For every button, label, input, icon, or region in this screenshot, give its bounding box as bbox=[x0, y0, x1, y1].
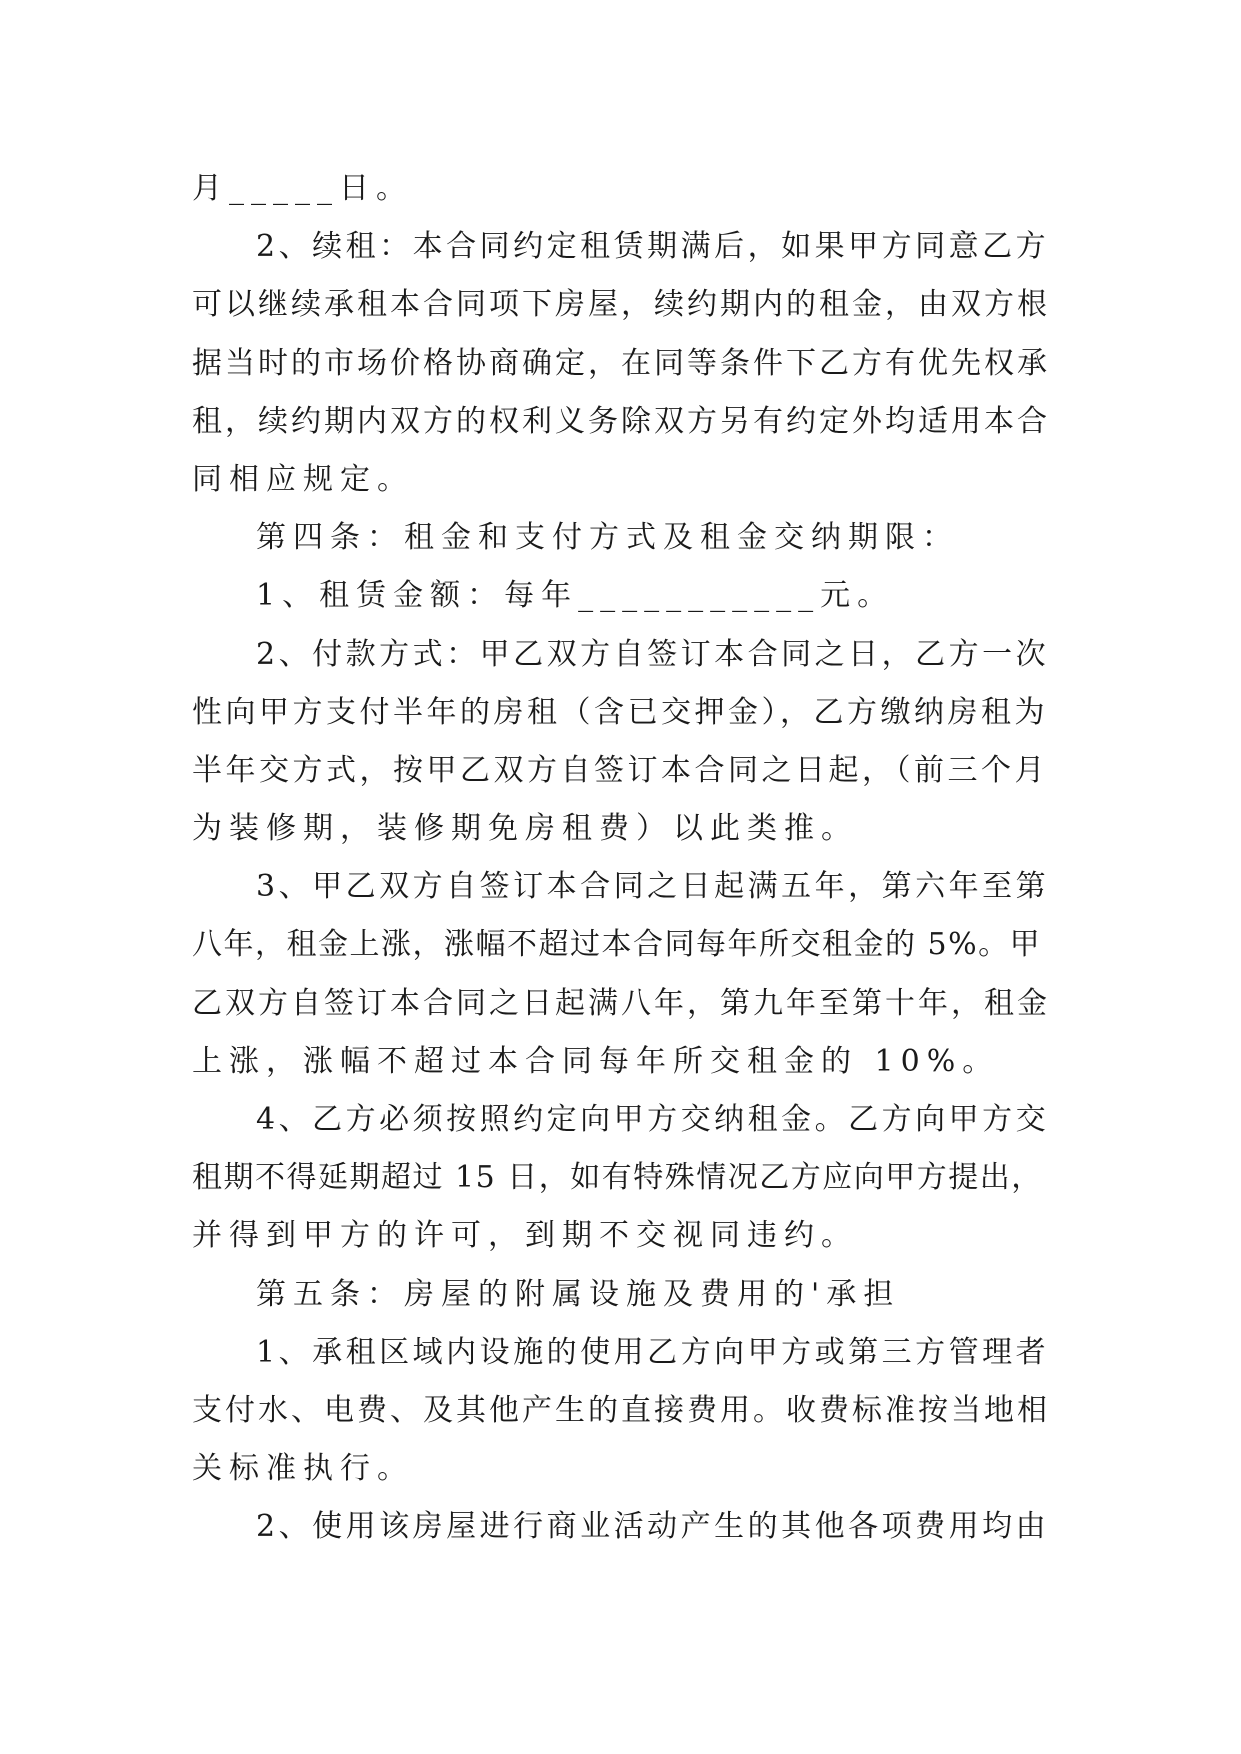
text-line: 半年交方式，按甲乙双方自签订本合同之日起，（前三个月 bbox=[192, 752, 1048, 788]
text-line: 八年，租金上涨，涨幅不超过本合同每年所交租金的 5%。甲 bbox=[192, 927, 1042, 963]
text-line: 为装修期，装修期免房租费）以此类推。 bbox=[192, 811, 858, 847]
section-heading: 第四条：租金和支付方式及租金交纳期限： bbox=[256, 520, 959, 556]
text-line: 1、租赁金额：每年___________元。 bbox=[256, 578, 895, 614]
text-line: 关标准执行。 bbox=[192, 1451, 414, 1487]
text-line: 2、使用该房屋进行商业活动产生的其他各项费用均由 bbox=[256, 1509, 1050, 1545]
text-line: 租，续约期内双方的权利义务除双方另有约定外均适用本合 bbox=[192, 403, 1050, 439]
text-line: 租期不得延期超过 15 日，如有特殊情况乙方应向甲方提出， bbox=[192, 1160, 1043, 1196]
text-line: 2、付款方式：甲乙双方自签订本合同之日，乙方一次 bbox=[256, 636, 1050, 672]
text-line: 3、甲乙双方自签订本合同之日起满五年，第六年至第 bbox=[256, 869, 1050, 905]
text-line: 支付水、电费、及其他产生的直接费用。收费标准按当地相 bbox=[192, 1392, 1050, 1428]
text-line: 并得到甲方的许可，到期不交视同违约。 bbox=[192, 1218, 858, 1254]
text-line: 2、续租：本合同约定租赁期满后，如果甲方同意乙方 bbox=[256, 229, 1050, 265]
text-line: 同相应规定。 bbox=[192, 461, 414, 497]
text-line: 4、乙方必须按照约定向甲方交纳租金。乙方向甲方交 bbox=[256, 1102, 1050, 1137]
text-line: 可以继续承租本合同项下房屋，续约期内的租金，由双方根 bbox=[192, 287, 1050, 323]
text-line: 据当时的市场价格协商确定，在同等条件下乙方有优先权承 bbox=[192, 345, 1050, 381]
text-line: 月_____日。 bbox=[192, 171, 413, 206]
section-heading: 第五条：房屋的附属设施及费用的'承担 bbox=[256, 1276, 901, 1312]
text-line: 1、承租区域内设施的使用乙方向甲方或第三方管理者 bbox=[256, 1334, 1050, 1370]
text-line: 乙双方自签订本合同之日起满八年，第九年至第十年，租金 bbox=[192, 985, 1050, 1021]
text-line: 上涨，涨幅不超过本合同每年所交租金的 10%。 bbox=[192, 1043, 1000, 1079]
text-line: 性向甲方支付半年的房租（含已交押金），乙方缴纳房租为 bbox=[192, 694, 1048, 730]
document-body bbox=[192, 160, 1050, 1557]
